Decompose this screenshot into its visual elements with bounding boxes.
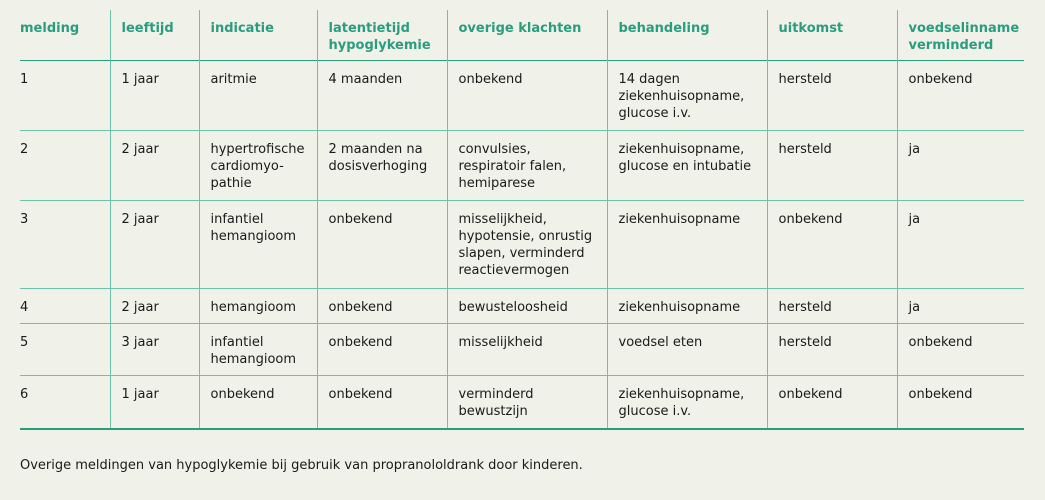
cell-voedselinname: ja — [897, 131, 1024, 201]
header-latentietijd: latentietijd hypoglykemie — [317, 10, 447, 61]
cell-overige-klachten: bewusteloosheid — [447, 289, 607, 324]
table-row — [20, 61, 1024, 131]
header-melding: melding — [20, 21, 80, 36]
table-row — [20, 201, 1024, 289]
cell-uitkomst: hersteld — [767, 131, 897, 201]
cell-indicatie: infantiel hemangioom — [199, 201, 317, 289]
cell-latentietijd: onbekend — [317, 324, 447, 376]
cell-melding: 6 — [20, 376, 110, 429]
cell-overige-klachten: convulsies, respiratoir falen, hemiparese — [447, 131, 607, 201]
header-voedselinname: voedselinname verminderd — [897, 10, 1024, 61]
header-behandeling: behandeling — [607, 10, 767, 61]
header-indicatie: indicatie — [199, 10, 317, 61]
cell-leeftijd: 2 jaar — [110, 201, 199, 289]
cell-leeftijd: 2 jaar — [110, 289, 199, 324]
cell-melding: 5 — [20, 324, 110, 376]
table-row — [20, 324, 1024, 376]
cell-voedselinname: onbekend — [897, 324, 1024, 376]
cell-behandeling: 14 dagen ziekenhuisopname, glucose i.v. — [607, 61, 767, 131]
cell-overige-klachten: verminderd bewustzijn — [447, 376, 607, 429]
cell-uitkomst: hersteld — [767, 324, 897, 376]
cell-leeftijd: 1 jaar — [110, 61, 199, 131]
cell-latentietijd: onbekend — [317, 201, 447, 289]
table-caption: Overige meldingen van hypoglykemie bij gebruik van propranololdrank door kinderen. — [20, 458, 583, 473]
cell-latentietijd: onbekend — [317, 376, 447, 429]
cell-overige-klachten: misselijkheid, hypotensie, onrustig slapen, verminderd reactievermogen — [447, 201, 607, 289]
cell-leeftijd: 3 jaar — [110, 324, 199, 376]
cell-voedselinname: onbekend — [897, 376, 1024, 429]
cell-behandeling: ziekenhuisopname — [607, 289, 767, 324]
cell-overige-klachten: misselijkheid — [447, 324, 607, 376]
table-row — [20, 376, 1024, 429]
cell-voedselinname: onbekend — [897, 61, 1024, 131]
cell-indicatie: hemangioom — [199, 289, 317, 324]
cell-melding: 3 — [20, 201, 110, 289]
cell-melding: 2 — [20, 131, 110, 201]
header-leeftijd: leeftijd — [110, 10, 199, 61]
adverse-reports-table — [20, 10, 1024, 430]
table-header-row — [20, 10, 1024, 61]
cell-behandeling: ziekenhuisopname, glucose i.v. — [607, 376, 767, 429]
cell-indicatie: hypertrofische cardiomyo- pathie — [199, 131, 317, 201]
cell-overige-klachten: onbekend — [447, 61, 607, 131]
cell-behandeling: ziekenhuisopname — [607, 201, 767, 289]
table-row — [20, 131, 1024, 201]
cell-uitkomst: onbekend — [767, 201, 897, 289]
table-row — [20, 289, 1024, 324]
cell-behandeling: voedsel eten — [607, 324, 767, 376]
cell-indicatie: onbekend — [199, 376, 317, 429]
cell-behandeling: ziekenhuisopname, glucose en intubatie — [607, 131, 767, 201]
header-overige-klachten: overige klachten — [447, 10, 607, 61]
cell-melding: 4 — [20, 289, 110, 324]
cell-voedselinname: ja — [897, 289, 1024, 324]
header-uitkomst: uitkomst — [767, 10, 897, 61]
cell-uitkomst: hersteld — [767, 61, 897, 131]
cell-leeftijd: 1 jaar — [110, 376, 199, 429]
cell-latentietijd: onbekend — [317, 289, 447, 324]
cell-uitkomst: onbekend — [767, 376, 897, 429]
cell-latentietijd: 2 maanden na dosisverhoging — [317, 131, 447, 201]
cell-uitkomst: hersteld — [767, 289, 897, 324]
cell-latentietijd: 4 maanden — [317, 61, 447, 131]
cell-indicatie: infantiel hemangioom — [199, 324, 317, 376]
cell-voedselinname: ja — [897, 201, 1024, 289]
cell-leeftijd: 2 jaar — [110, 131, 199, 201]
cell-indicatie: aritmie — [199, 61, 317, 131]
cell-melding: 1 — [20, 61, 110, 131]
